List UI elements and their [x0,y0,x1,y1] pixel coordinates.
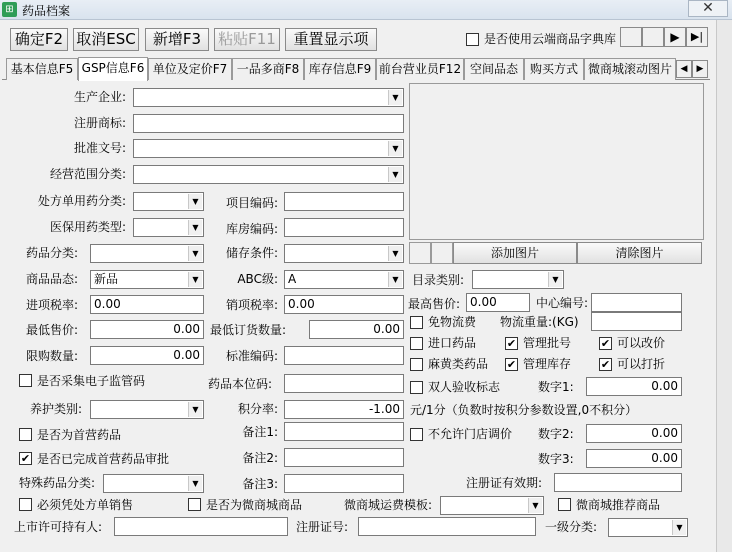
remark3-input[interactable] [284,474,404,493]
can-change-price-checkbox[interactable]: ✔ [600,337,611,350]
shipping-template-select[interactable] [440,496,544,515]
insurance-type-label: 医保用药类型: [49,220,126,234]
collect-code-checkbox[interactable] [19,374,32,387]
care-type-select[interactable] [90,400,204,419]
approval-no-label: 批准文号: [73,141,126,155]
collect-code-label: 是否采集电子监管码 [37,374,146,388]
free-logistics-checkbox[interactable] [410,316,423,329]
can-change-price-label: 可以改价 [617,336,666,350]
sales-tax-input[interactable]: 0.00 [284,295,404,314]
tab-gsp[interactable]: GSP信息F6 [78,57,148,81]
tab-scroll-right-icon[interactable]: ▶ [692,60,708,78]
product-image-box[interactable] [409,83,704,240]
tab-clerk[interactable]: 前台营业员F12 [376,58,464,80]
rx-class-label: 处方单用药分类: [37,194,126,208]
min-price-label: 最低售价: [26,323,79,337]
rx-class-select[interactable] [133,192,204,211]
wechat-product-checkbox[interactable] [188,498,201,511]
wechat-product-label: 是否为微商城商品 [206,498,303,512]
reg-no-label: 注册证号: [296,520,349,534]
reg-validity-label: 注册证有效期: [466,476,543,490]
title-bar [0,0,732,20]
toolbar-spacer-button[interactable] [620,27,642,47]
chevron-down-icon: ▼ [388,141,402,156]
double-check-label: 双人验收标志 [428,380,501,394]
can-discount-label: 可以打折 [617,357,666,371]
remark1-input[interactable] [284,422,404,441]
chevron-down-icon: ▼ [672,520,686,535]
first-drug-label: 是否为首营药品 [37,428,122,442]
manage-stock-label: 管理库存 [523,357,572,371]
first-review-label: 是否已完成首营药品审批 [37,452,170,466]
project-code-label: 项目编码: [225,196,278,210]
abc-select[interactable]: A ▼ [284,270,404,289]
shipping-template-label: 微商城运费模板: [344,498,433,512]
tab-basic[interactable]: 基本信息F5 [6,58,78,80]
chevron-down-icon: ▼ [528,498,542,513]
chevron-down-icon: ▼ [188,220,202,235]
care-type-label: 养护类别: [30,402,83,416]
sales-tax-label: 销项税率: [225,298,278,312]
business-scope-label: 经营范围分类: [49,167,126,181]
window-title: 药品档案 [22,4,71,18]
no-store-price-checkbox[interactable] [410,428,423,441]
chevron-down-icon: ▼ [188,272,202,287]
license-holder-input[interactable] [114,517,288,536]
min-order-input[interactable]: 0.00 [309,320,404,339]
can-discount-checkbox[interactable]: ✔ [600,358,611,371]
drug-category-select[interactable] [90,244,204,263]
input-tax-input[interactable]: 0.00 [90,295,204,314]
logistics-weight-label: 物流重量:(KG) [500,315,579,329]
special-class-label: 特殊药品分类: [19,476,96,490]
cancel-button[interactable]: 取消ESC [73,28,139,51]
position-code-input[interactable] [284,374,404,393]
reg-validity-input[interactable] [554,473,682,492]
clear-image-button[interactable]: 清除图片 [577,242,702,264]
free-logistics-label: 免物流费 [428,315,477,329]
reset-display-button[interactable]: 重置显示项 [285,28,377,51]
remark1-label: 备注1: [242,425,278,439]
logistics-weight-input[interactable] [591,312,682,331]
manage-batch-label: 管理批号 [523,336,572,350]
app-icon: ⊞ [2,2,17,17]
limit-qty-label: 限购数量: [26,349,79,363]
first-drug-checkbox[interactable] [19,428,32,441]
next-record-icon[interactable]: ▶ [664,27,686,47]
import-label: 进口药品 [428,336,477,350]
number2-label: 数字2: [538,427,574,441]
min-order-label: 最低订货数量: [210,323,287,337]
abc-label: ABC级: [237,272,278,286]
no-store-price-label: 不允许门店调价 [428,427,513,441]
rx-only-label: 必须凭处方单销售 [37,498,134,512]
warehouse-code-input[interactable] [284,218,404,237]
remark3-label: 备注3: [242,477,278,491]
remark2-label: 备注2: [242,451,278,465]
catalog-label: 目录类别: [412,273,465,287]
business-scope-select[interactable] [133,165,404,184]
toolbar-spacer-button-2[interactable] [642,27,664,47]
center-no-label: 中心编号: [536,296,589,310]
chevron-down-icon: ▼ [188,476,202,491]
approval-no-select[interactable] [133,139,404,158]
number3-input[interactable]: 0.00 [586,449,682,468]
chevron-down-icon: ▼ [388,167,402,182]
wechat-recommend-checkbox[interactable] [558,498,571,511]
insurance-type-select[interactable] [133,218,204,237]
drug-category-label: 药品分类: [26,246,79,260]
special-class-select[interactable] [103,474,204,493]
max-price-label: 最高售价: [408,297,461,311]
tab-wechat-images[interactable]: 微商城滚动图片 [584,58,676,80]
reg-no-input[interactable] [358,517,536,536]
ephedrine-checkbox[interactable] [410,358,423,371]
window-edge [716,20,732,552]
paste-button[interactable]: 粘贴F11 [214,28,280,51]
import-checkbox[interactable] [410,337,423,350]
ephedrine-label: 麻黄类药品 [428,357,489,371]
last-record-icon[interactable]: ▶| [686,27,708,47]
points-rate-label: 积分率: [237,402,278,416]
tab-bar [2,58,710,80]
tab-stock[interactable]: 库存信息F9 [304,58,376,80]
manufacturer-select[interactable] [133,88,404,107]
remark2-input[interactable] [284,448,404,467]
center-no-input[interactable] [591,293,682,312]
number1-label: 数字1: [538,380,574,394]
chevron-down-icon: ▼ [388,246,402,261]
product-state-select[interactable]: 新品 ▼ [90,270,204,289]
chevron-down-icon: ▼ [188,194,202,209]
tab-purchase-mode[interactable]: 购买方式 [524,58,584,80]
add-button[interactable]: 新增F3 [145,28,209,51]
number1-input[interactable]: 0.00 [586,377,682,396]
std-code-input[interactable] [284,346,404,365]
chevron-down-icon: ▼ [188,402,202,417]
rx-only-checkbox[interactable] [19,498,32,511]
points-rate-input[interactable]: -1.00 [284,400,404,419]
license-holder-label: 上市许可持有人: [14,520,103,534]
points-note: 元/1分（负数时按积分参数设置,0不积分） [410,403,638,417]
position-code-label: 药品本位码: [208,377,273,391]
cloud-dict-label: 是否使用云端商品字典库 [484,32,617,46]
close-button[interactable]: ✕ [688,0,728,17]
chevron-down-icon: ▼ [188,246,202,261]
manage-stock-checkbox[interactable]: ✔ [506,358,517,371]
product-state-label: 商品品态: [26,272,79,286]
chevron-down-icon: ▼ [548,272,562,287]
trademark-input[interactable] [133,114,404,133]
tab-multi-vendor[interactable]: 一品多商F8 [232,58,304,80]
double-check-checkbox[interactable] [410,381,423,394]
manage-batch-checkbox[interactable]: ✔ [506,337,517,350]
first-review-checkbox[interactable]: ✔ [20,452,31,465]
input-tax-label: 进项税率: [26,298,79,312]
storage-select[interactable] [284,244,404,263]
tab-unit-price[interactable]: 单位及定价F7 [148,58,232,80]
tab-scroll-left-icon[interactable]: ◀ [676,60,692,78]
wechat-recommend-label: 微商城推荐商品 [576,498,661,512]
max-price-input[interactable]: 0.00 [466,293,530,312]
confirm-button[interactable]: 确定F2 [10,28,68,51]
number3-label: 数字3: [538,452,574,466]
cloud-dict-checkbox[interactable] [466,33,479,46]
level1-label: 一级分类: [545,520,598,534]
number2-input[interactable]: 0.00 [586,424,682,443]
tab-space-state[interactable]: 空间品态 [464,58,524,80]
trademark-label: 注册商标: [73,116,126,130]
min-price-input[interactable]: 0.00 [90,320,204,339]
project-code-input[interactable] [284,192,404,211]
level1-select[interactable] [608,518,688,537]
storage-label: 储存条件: [225,246,278,260]
add-image-button[interactable]: 添加图片 [453,242,577,264]
warehouse-code-label: 库房编码: [225,222,278,236]
chevron-down-icon: ▼ [388,90,402,105]
image-nav-cell-2 [431,242,453,264]
std-code-label: 标准编码: [225,349,278,363]
catalog-select[interactable] [472,270,564,289]
limit-qty-input[interactable]: 0.00 [90,346,204,365]
image-nav-cell [409,242,431,264]
chevron-down-icon: ▼ [388,272,402,287]
manufacturer-label: 生产企业: [73,90,126,104]
